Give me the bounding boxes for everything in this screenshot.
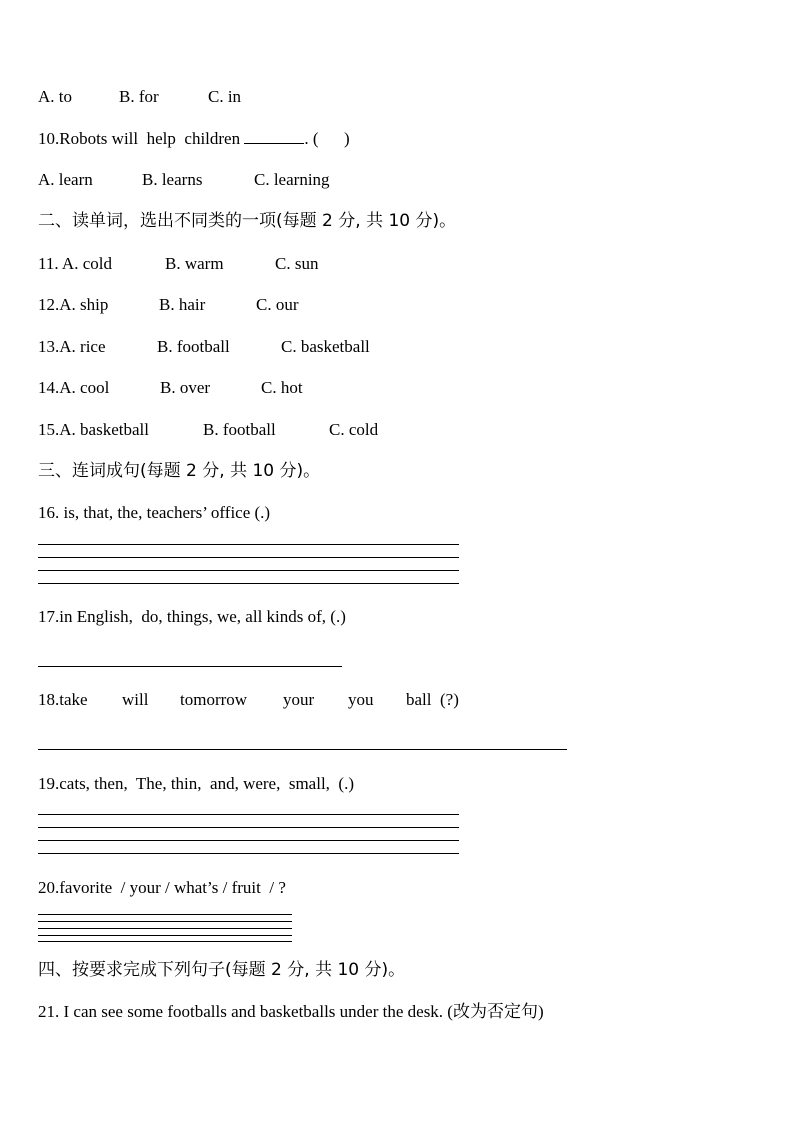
q19-prompt: 19.cats, then, The, thin, and, were, small, (.) bbox=[38, 774, 354, 793]
q18-word: your bbox=[283, 690, 315, 709]
q10-stem-before: 10.Robots will help children bbox=[38, 129, 245, 148]
q17-prompt: 17.in English, do, things, we, all kinds of, (.) bbox=[38, 607, 346, 626]
q11-option-c: C. sun bbox=[275, 254, 319, 273]
q14-option-b: B. over bbox=[160, 378, 211, 397]
q12-option-c: C. our bbox=[256, 295, 299, 314]
q17-answer-line[interactable] bbox=[38, 666, 342, 667]
q16-answer-line[interactable] bbox=[38, 544, 459, 545]
q10-stem bbox=[38, 129, 350, 149]
q16-answer-line[interactable] bbox=[38, 570, 459, 571]
q10-option-a: A. learn bbox=[38, 170, 93, 189]
q20-answer-line[interactable] bbox=[38, 935, 292, 936]
q12-option-b: B. hair bbox=[159, 295, 206, 314]
q20-answer-line[interactable] bbox=[38, 928, 292, 929]
section4-heading: 四、按要求完成下列句子(每题 2 分, 共 10 分)。 bbox=[38, 960, 406, 980]
q20-answer-line[interactable] bbox=[38, 914, 292, 915]
q9-option-c: C. in bbox=[208, 87, 242, 106]
q20-answer-line[interactable] bbox=[38, 941, 292, 942]
q21-prompt: 21. I can see some footballs and basketballs under the desk. (改为否定句) bbox=[38, 1002, 544, 1021]
q9-option-b: B. for bbox=[119, 87, 159, 106]
q18-word: will bbox=[122, 690, 149, 709]
q18-word: tomorrow bbox=[180, 690, 248, 709]
q18-answer-line[interactable] bbox=[38, 749, 567, 750]
q19-answer-line[interactable] bbox=[38, 814, 459, 815]
q15-option-c: C. cold bbox=[329, 420, 379, 439]
q19-answer-line[interactable] bbox=[38, 827, 459, 828]
q9-option-a: A. to bbox=[38, 87, 72, 106]
q13-option-a: 13.A. rice bbox=[38, 337, 106, 356]
q16-prompt: 16. is, that, the, teachers’ office (.) bbox=[38, 503, 271, 522]
q18-word: you bbox=[348, 690, 374, 709]
q16-answer-line[interactable] bbox=[38, 583, 459, 584]
q10-blank[interactable] bbox=[244, 129, 304, 144]
q13-option-c: C. basketball bbox=[281, 337, 370, 356]
q19-answer-line[interactable] bbox=[38, 840, 459, 841]
section3-heading: 三、连词成句(每题 2 分, 共 10 分)。 bbox=[38, 461, 321, 481]
q10-option-b: B. learns bbox=[142, 170, 203, 189]
q12-option-a: 12.A. ship bbox=[38, 295, 109, 314]
q13-option-b: B. football bbox=[157, 337, 230, 356]
q15-option-a: 15.A. basketball bbox=[38, 420, 149, 439]
q19-answer-line[interactable] bbox=[38, 853, 459, 854]
q18-word: ball (?) bbox=[406, 690, 459, 709]
q10-option-c: C. learning bbox=[254, 170, 330, 189]
q11-option-b: B. warm bbox=[165, 254, 224, 273]
q15-option-b: B. football bbox=[203, 420, 276, 439]
q14-option-a: 14.A. cool bbox=[38, 378, 110, 397]
q20-prompt: 20.favorite / your / what’s / fruit / ? bbox=[38, 878, 286, 897]
q10-stem-after: . ( ) bbox=[304, 129, 350, 148]
q16-answer-line[interactable] bbox=[38, 557, 459, 558]
section2-heading: 二、读单词，选出不同类的一项(每题 2 分, 共 10 分)。 bbox=[38, 211, 457, 231]
q18-word: 18.take bbox=[38, 690, 88, 709]
q11-option-a: 11. A. cold bbox=[38, 254, 112, 273]
q14-option-c: C. hot bbox=[261, 378, 303, 397]
q20-answer-line[interactable] bbox=[38, 921, 292, 922]
